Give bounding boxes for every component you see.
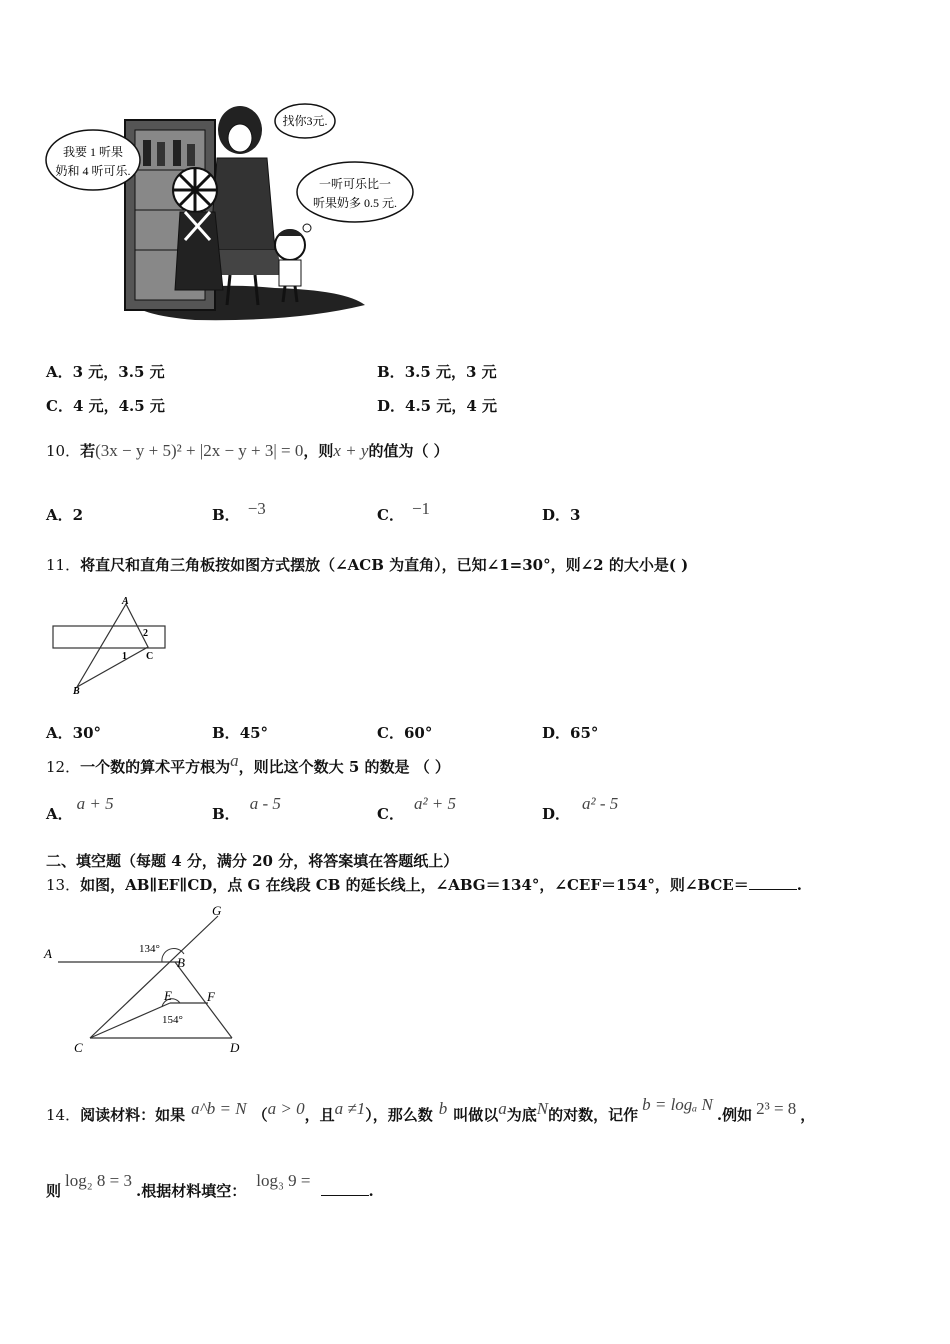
q9-option-c: C．4 元，4.5 元	[46, 397, 165, 415]
svg-text:C: C	[146, 651, 154, 662]
speech-bubble-girl	[46, 130, 140, 190]
q14-stem-line1: 14．阅读材料：如果 a^b = N （a > 0，且a ≠1），那么数 b 叫做以a为底N的对数，记作b = logₐ N.例如 2³ = 8 ，	[46, 1095, 816, 1124]
svg-text:E: E	[164, 988, 172, 1003]
svg-text:1: 1	[122, 651, 127, 662]
q13-stem: 13．如图，AB∥EF∥CD，点 G 在线段 CB 的延长线上，∠ABG＝134°，∠CEF＝154°，则∠BCE＝ .	[46, 876, 802, 894]
q10-stem: 10．若(3x − y + 5)² + |2x − y + 3| = 0，则x + y的值为（ ）	[46, 441, 449, 460]
bubble-girl-line2: 奶和 4 听可乐.	[55, 164, 131, 178]
q10-number: 10．	[46, 442, 81, 460]
svg-text:A: A	[122, 596, 129, 607]
q12-option-d: D．a² - 5	[542, 794, 619, 823]
ruler	[53, 626, 165, 648]
q11-option-d: D．65°	[542, 724, 599, 742]
svg-text:154°: 154°	[162, 1014, 183, 1026]
line-cg	[90, 916, 218, 1038]
q14-stem-line2: 则log₂ 8 = 3.根据材料填空：log₃ 9 =.	[46, 1171, 374, 1200]
q10-option-b: B． −3	[212, 499, 266, 524]
q12-option-a: A．a + 5	[46, 794, 114, 823]
q11-option-b: B．45°	[212, 724, 269, 742]
svg-text:G: G	[212, 903, 222, 918]
q10-option-a: A．2	[46, 506, 84, 524]
q14-number: 14．	[46, 1106, 81, 1124]
svg-text:D: D	[230, 1040, 240, 1055]
q12-number: 12．	[46, 758, 81, 776]
svg-text:B: B	[177, 955, 185, 970]
q13-number: 13．	[46, 876, 81, 894]
svg-text:C: C	[74, 1040, 83, 1055]
q11-option-a: A．30°	[46, 724, 102, 742]
q9-option-b: B．3.5 元，3 元	[377, 363, 497, 381]
bubble-woman-text: 找你3元.	[282, 114, 328, 128]
bubble-boy-line2: 听果奶多 0.5 元.	[312, 196, 398, 210]
line-bd	[175, 962, 232, 1038]
q9-option-a: A．3 元，3.5 元	[46, 363, 165, 381]
q10-option-c: C． −1	[377, 499, 431, 524]
q13-parallel-lines-figure	[40, 900, 260, 1060]
svg-text:F: F	[207, 989, 215, 1004]
section-title: 二、填空题（每题 4 分，满分 20 分，将答案填在答题纸上）	[46, 852, 459, 870]
q14-answer-blank[interactable]	[321, 1181, 369, 1196]
q10-equation: (3x − y + 5)² + |2x − y + 3| = 0	[95, 441, 304, 460]
q11-stem: 11．将直尺和直角三角板按如图方式摆放（∠ACB 为直角），已知∠1=30°，则∠2 的大小是( )	[46, 556, 689, 574]
q12-option-c: C．a² + 5	[377, 794, 457, 823]
q9-option-d: D．4.5 元，4 元	[377, 397, 497, 415]
svg-text:B: B	[73, 686, 80, 697]
q10-option-d: D．3	[542, 506, 581, 524]
q10-expression: x + y	[333, 441, 369, 460]
svg-text:A: A	[44, 946, 52, 961]
q11-option-c: C．60°	[377, 724, 433, 742]
q12-option-b: B．a - 5	[212, 794, 281, 823]
line-ce	[90, 1003, 170, 1038]
q12-stem: 12．一个数的算术平方根为a，则比这个数大 5 的数是 （ ）	[46, 751, 450, 776]
q13-answer-blank[interactable]	[749, 875, 797, 890]
shop-illustration	[45, 100, 415, 325]
q11-ruler-triangle-figure	[45, 592, 175, 697]
thought-bubble-boy	[297, 162, 413, 222]
bubble-boy-line1: 一听可乐比一	[318, 177, 392, 191]
q11-number: 11．	[46, 556, 81, 574]
bubble-girl-line1: 我要 1 听果	[62, 145, 124, 159]
right-triangle	[77, 604, 148, 687]
svg-text:2: 2	[143, 628, 148, 639]
svg-text:134°: 134°	[139, 943, 160, 955]
